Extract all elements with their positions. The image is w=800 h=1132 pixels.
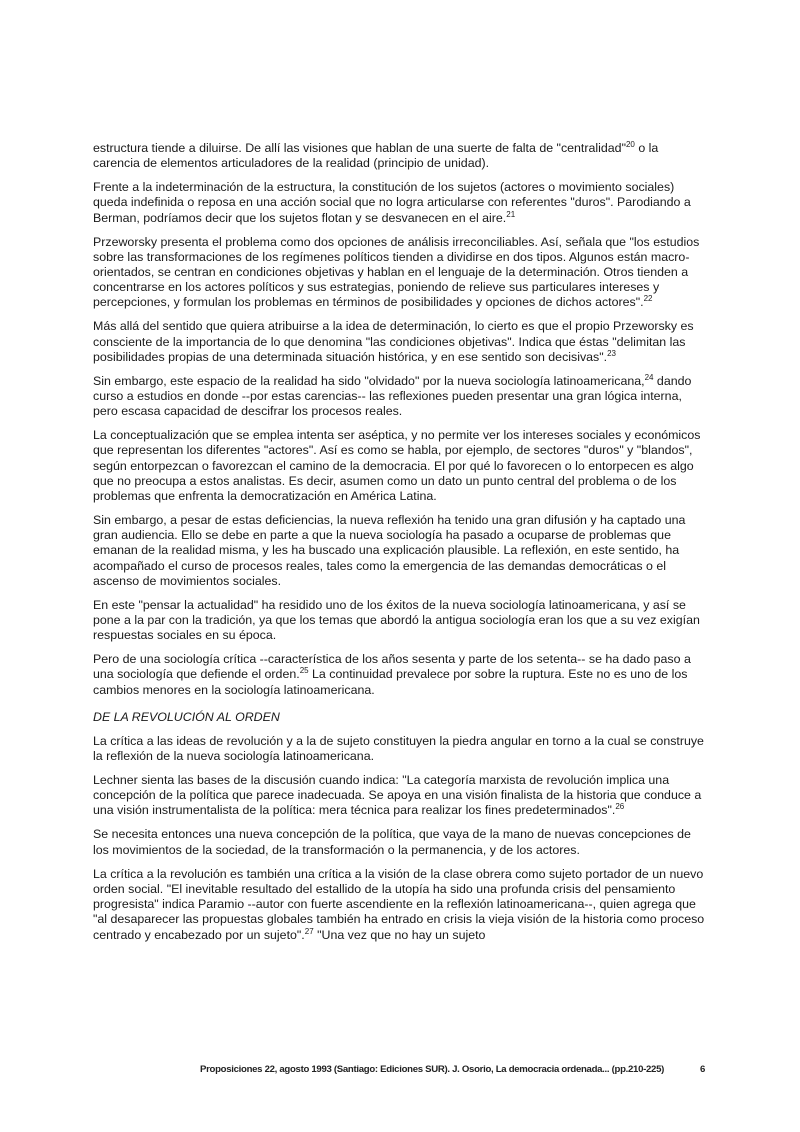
paragraph-text: La continuidad prevalece por sobre la ruptura. Este no es uno de los cambios menores en la sociología latinoamericana. xyxy=(93,667,688,697)
footnote-reference: 24 xyxy=(644,372,654,382)
paragraph xyxy=(93,827,705,857)
footnote-reference: 26 xyxy=(615,802,625,812)
footnote-reference: 21 xyxy=(506,209,516,219)
paragraph-text: estructura tiende a diluirse. De allí las visiones que hablan de una suerte de falta de "centralidad" xyxy=(93,141,626,155)
paragraph xyxy=(93,319,705,365)
paragraph-text: "Una vez que no hay un sujeto xyxy=(313,927,486,942)
paragraph xyxy=(93,428,705,504)
section-heading: DE LA REVOLUCIÓN AL ORDEN xyxy=(93,709,280,724)
paragraph-text: Sin embargo, este espacio de la realidad ha sido "olvidado" por la nueva sociología latinoamericana, xyxy=(93,373,645,388)
page-number: 6 xyxy=(700,1064,706,1075)
body-paragraphs xyxy=(93,141,705,698)
footnote-reference: 23 xyxy=(607,348,617,358)
paragraph-text: En este "pensar la actualidad" ha residido uno de los éxitos de la nueva sociología latinoamericana, y así se pone a la par con la tradición, ya que los temas que abordó la antigua sociología eran los que a su vez exigían respuestas sociales en su época. xyxy=(93,597,700,643)
body-paragraphs-continued xyxy=(93,734,705,943)
footnote-reference: 25 xyxy=(299,666,309,676)
paragraph xyxy=(93,513,705,589)
paragraph xyxy=(93,773,705,819)
paragraph-text: dando curso a estudios en donde --por estas carencias-- las reflexiones pueden presentar una gran lógica interna, pero escasa capacidad de descifrar los procesos reales. xyxy=(93,373,692,419)
paragraph-text: La conceptualización que se emplea intenta ser aséptica, y no permite ver los intereses sociales y económicos que representan los diferentes "actores". Así es como se habla, por ejemplo, de sectores "duros" y "blandos", según entorpezcan o favorezcan el camino de la democracia. El por qué lo favorecen o lo entorpecen es algo que no preocupa a estos analistas. Es decir, asumen como un dato un punto central del problema o de los problemas que enfrenta la democratización en América Latina. xyxy=(93,428,701,504)
paragraph-text: Pero de una sociología crítica --característica de los años sesenta y parte de los setenta-- se ha dado paso a una sociología que defiende el orden. xyxy=(93,652,691,682)
paragraph-text: o la carencia de elementos articuladores de la realidad (principio de unidad). xyxy=(93,141,659,171)
paragraph xyxy=(93,180,705,226)
paragraph-text: Se necesita entonces una nueva concepción de la política, que vaya de la mano de nuevas concepciones de los movimientos de la sociedad, de la transformación o la permanencia, y de los actores. xyxy=(93,827,691,857)
paragraph xyxy=(93,235,705,311)
paragraph xyxy=(93,652,705,698)
paragraph xyxy=(93,598,705,644)
page-footer xyxy=(200,1064,712,1075)
paragraph xyxy=(93,374,705,420)
paragraph xyxy=(93,867,705,943)
paragraph-text: La crítica a las ideas de revolución y a la de sujeto constituyen la piedra angular en torno a la cual se construye la reflexión de la nueva sociología latinoamericana. xyxy=(93,733,704,764)
footnote-reference: 27 xyxy=(304,926,314,936)
paragraph-text: Frente a la indeterminación de la estructura, la constitución de los sujetos (actores o movimiento sociales) queda indefinida o reposa en una acción social que no logra articularse con referentes "duros". Parodiando a Berman, podríamos decir que los sujetos flotan y se desvanecen en el aire. xyxy=(93,180,691,225)
footer-citation: Proposiciones 22, agosto 1993 (Santiago: Ediciones SUR). J. Osorio, La democracia ordenada... (pp.210-225) xyxy=(200,1064,665,1075)
document-body xyxy=(93,141,705,952)
paragraph xyxy=(93,141,705,171)
footnote-reference: 22 xyxy=(643,294,653,304)
paragraph-text: Przeworsky presenta el problema como dos opciones de análisis irreconciliables. Así, señala que "los estudios sobre las transformaciones de los regímenes políticos tienden a dividirse en dos tipos. Algunos están macro-orientados, se centran en condiciones objetivas y hablan en el lenguaje de la determinación. Otros tienden a concentrarse en los actores políticos y sus estrategias, poniendo de relieve sus particulares intereses y percepciones, y formulan los problemas en términos de posibilidades y opciones de dichos actores". xyxy=(93,234,700,310)
paragraph-text: La crítica a la revolución es también una crítica a la visión de la clase obrera como sujeto portador de un nuevo orden social. "El inevitable resultado del estallido de la utopía ha sido una profunda crisis del pensamiento progresista" indica Paramio --autor con fuerte ascendiente en la reflexión latinoamericana--, quien agrega que "al desaparecer las propuestas globales también ha entrado en crisis la vieja visión de la historia como proceso centrado y encabezado por un sujeto". xyxy=(93,866,705,942)
paragraph-text: Sin embargo, a pesar de estas deficiencias, la nueva reflexión ha tenido una gran difusión y ha captado una gran audiencia. Ello se debe en parte a que la nueva sociología ha pasado a ocuparse de problemas que emanan de la realidad misma, y les ha buscado una explicación plausible. La reflexión, en este sentido, ha acompañado el curso de procesos reales, tales como la emergencia de las demandas democráticas o el ascenso de movimientos sociales. xyxy=(93,513,686,588)
paragraph xyxy=(93,734,705,764)
paragraph-text: Más allá del sentido que quiera atribuirse a la idea de determinación, lo cierto es que el propio Przeworsky es consciente de la importancia de lo que denomina "las condiciones objetivas". Indica que éstas "delimitan las posibilidades propias de una determinada situación histórica, y en ese sentido son decisivas". xyxy=(93,319,694,364)
footnote-reference: 20 xyxy=(625,140,635,149)
paragraph-text: Lechner sienta las bases de la discusión cuando indica: "La categoría marxista de revolución implica una concepción de la política que parece inadecuada. Se apoya en una visión finalista de la historia que conduce a una visión instrumentalista de la política: mera técnica para realizar los fines predeterminados". xyxy=(93,773,702,818)
